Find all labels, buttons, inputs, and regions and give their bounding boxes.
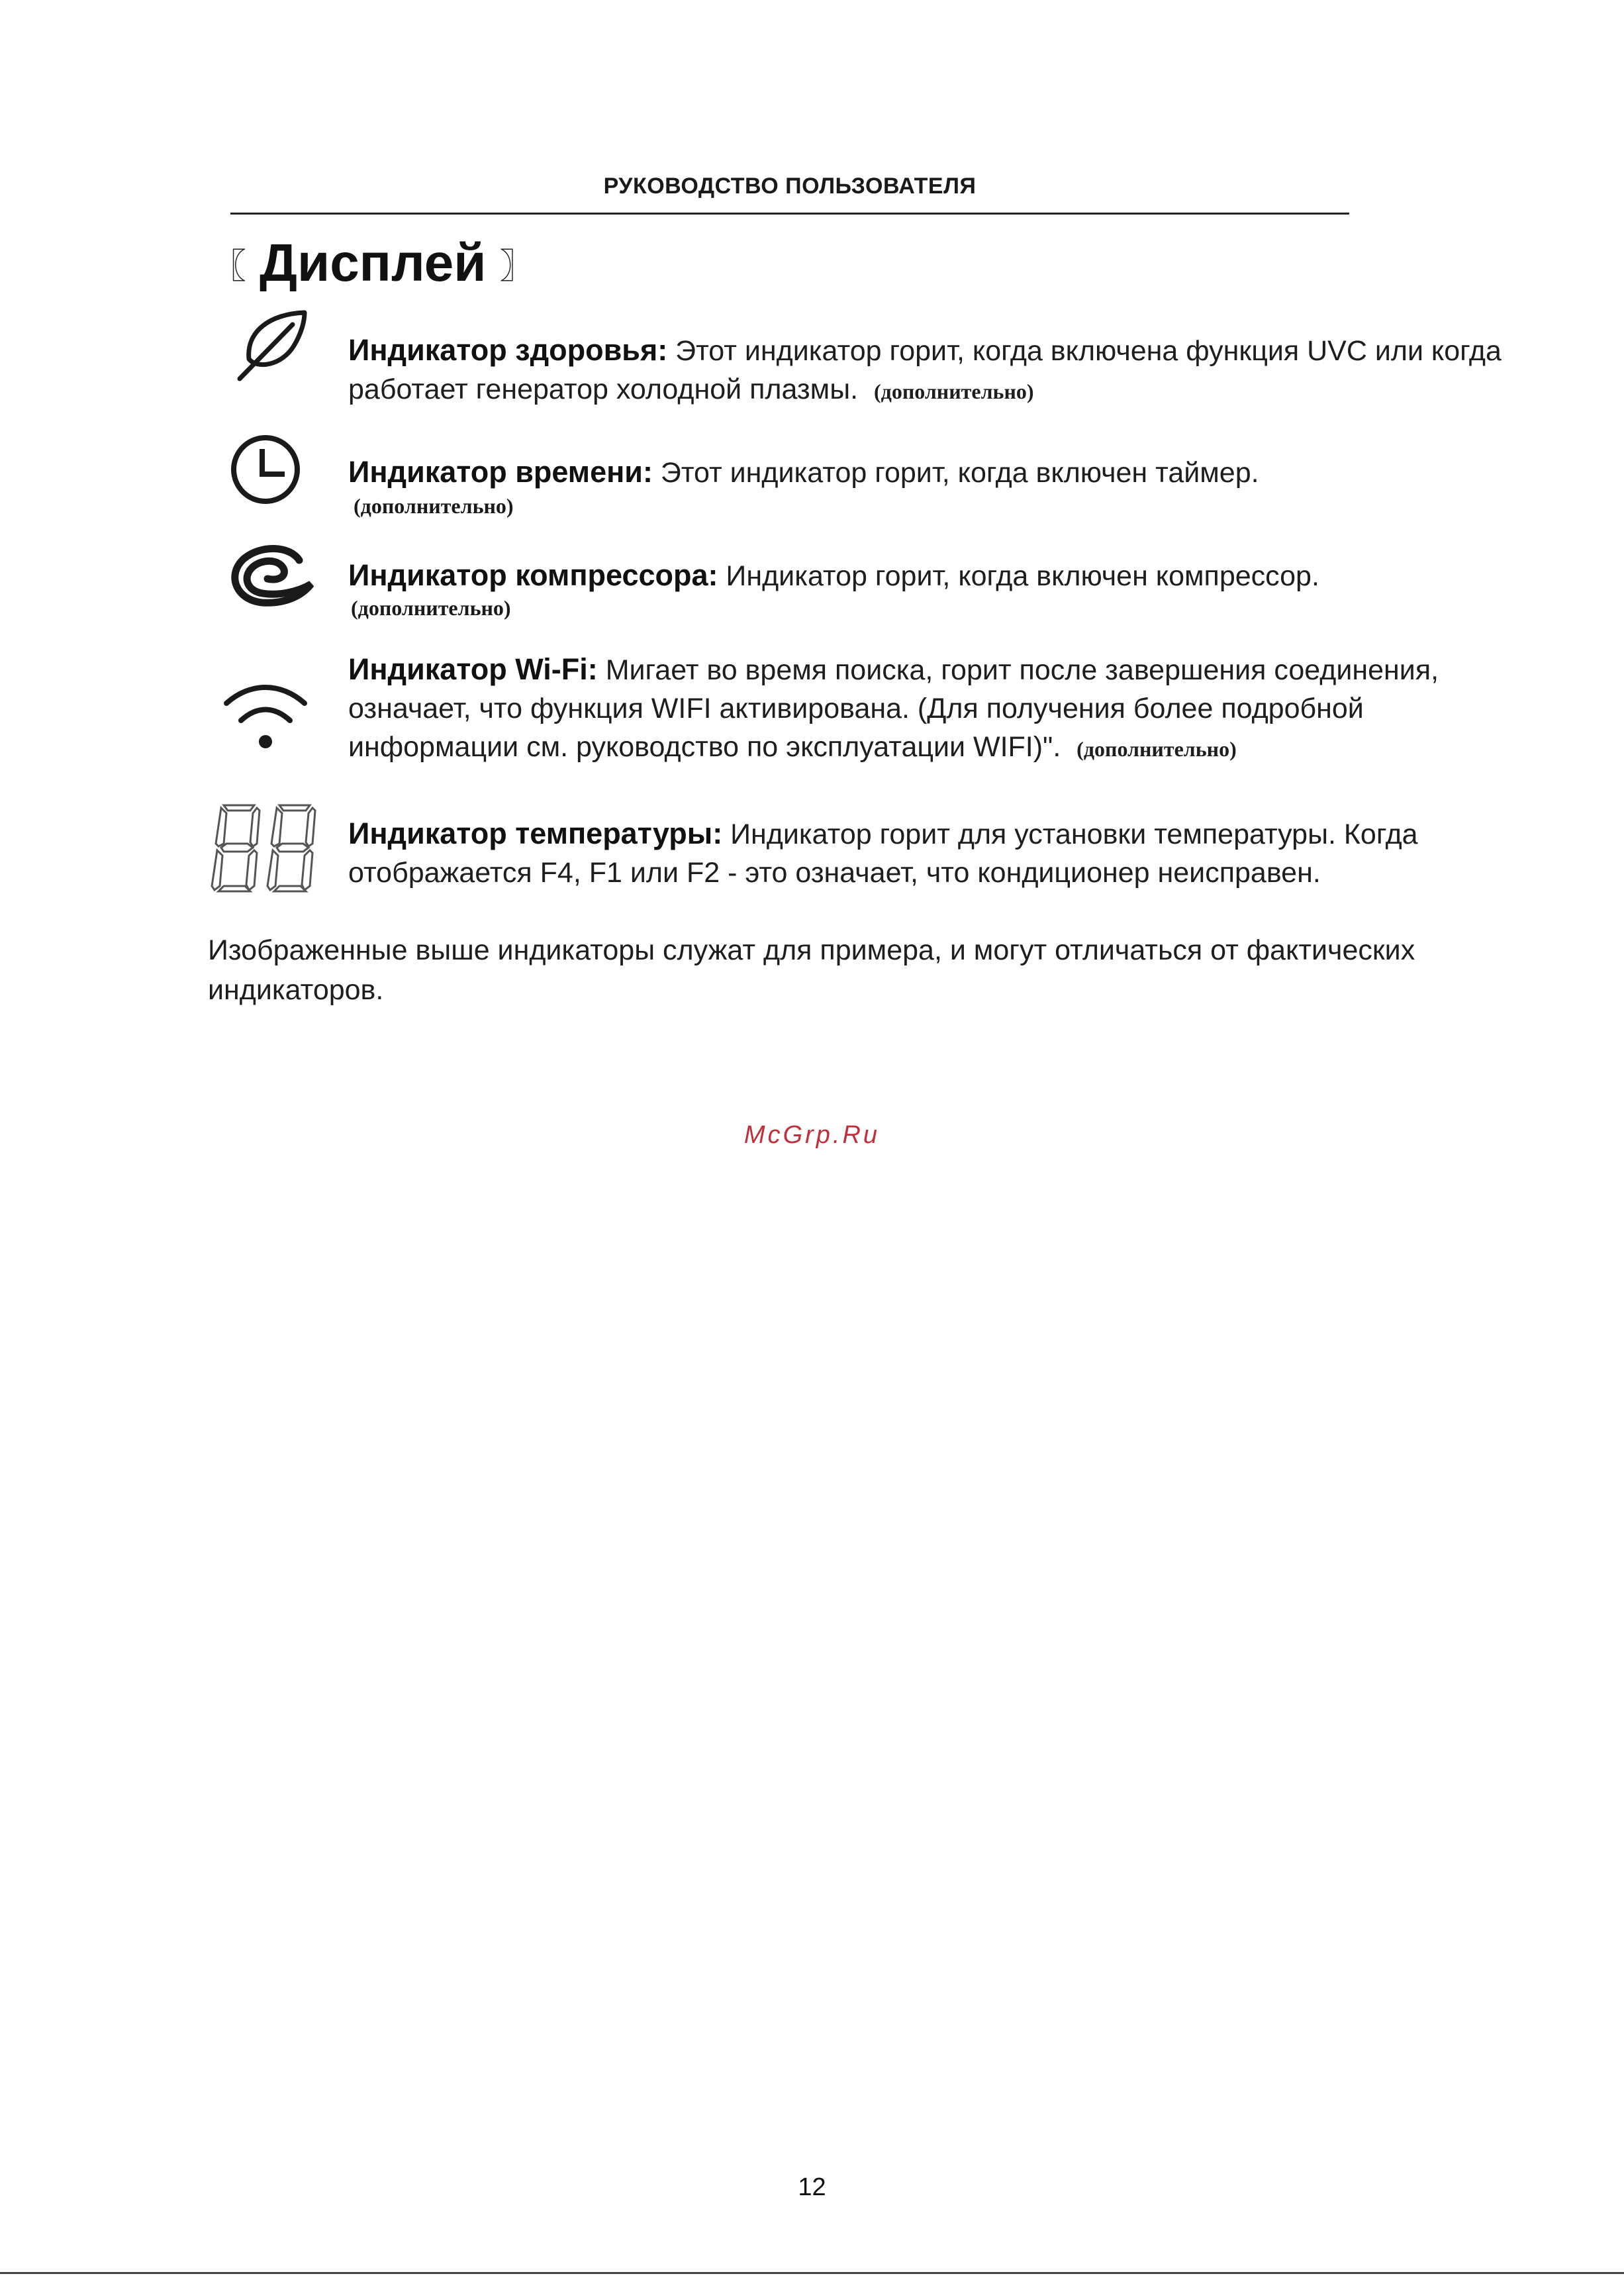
bracket-left: 〖	[212, 246, 247, 287]
indicators-note: Изображенные выше индикаторы служат для примера, и могут отличаться от фактических индикаторов.	[208, 934, 1415, 1006]
section-title-text: Дисплей	[260, 233, 487, 292]
temperature-indicator-text	[348, 815, 1518, 892]
watermark: McGrp.Ru	[743, 1121, 881, 1149]
temperature-indicator-description: Индикатор горит для установки температуры. Когда отображается F4, F1 или F2 - это означает, что кондиционер неисправен.	[348, 818, 1418, 889]
page-number: 12	[798, 2173, 826, 2201]
time-indicator-label: Индикатор времени:	[348, 455, 653, 489]
wifi-indicator-description: Мигает во время поиска, горит после завершения соединения, означает, что функция WIFI активирована. (Для получения более подробной информации см. руководство по эксплуатации WIFI)".	[348, 654, 1439, 763]
spiral-icon	[224, 540, 316, 613]
health-indicator-separator: :	[657, 333, 668, 367]
compressor-indicator-description: Индикатор горит, когда включен компрессор.	[718, 560, 1319, 592]
temperature-indicator-label: Индикатор температуры:	[348, 816, 723, 850]
compressor-indicator-label: Индикатор компрессора:	[348, 558, 718, 592]
wifi-indicator-label: Индикатор Wi-Fi:	[348, 652, 598, 686]
seven-segment-display-icon	[209, 803, 328, 895]
compressor-indicator-text	[348, 556, 1518, 595]
wifi-indicator-text	[348, 650, 1518, 768]
header-divider	[230, 213, 1349, 215]
wifi-indicator-optional: (дополнительно)	[1076, 737, 1237, 761]
clock-icon	[229, 433, 302, 506]
page-header: РУКОВОДСТВО ПОЛЬЗОВАТЕЛЯ	[603, 173, 977, 199]
bottom-divider	[0, 2272, 1624, 2274]
health-indicator-optional: (дополнительно)	[873, 379, 1034, 403]
health-indicator-text	[348, 331, 1518, 411]
health-indicator-label: Индикатор здоровья	[348, 333, 658, 367]
wifi-icon	[221, 677, 310, 752]
time-indicator-text	[348, 453, 1518, 492]
compressor-indicator-optional: (дополнительно)	[351, 596, 511, 620]
time-indicator-optional: (дополнительно)	[354, 494, 514, 518]
health-indicator-description: Этот индикатор горит, когда включена функция UVC или когда работает генератор холодной плазмы.	[348, 335, 1502, 405]
section-title	[212, 226, 534, 299]
bracket-right: 〗	[499, 246, 534, 287]
leaf-icon	[230, 305, 316, 384]
time-indicator-description: Этот индикатор горит, когда включен таймер.	[652, 457, 1259, 489]
